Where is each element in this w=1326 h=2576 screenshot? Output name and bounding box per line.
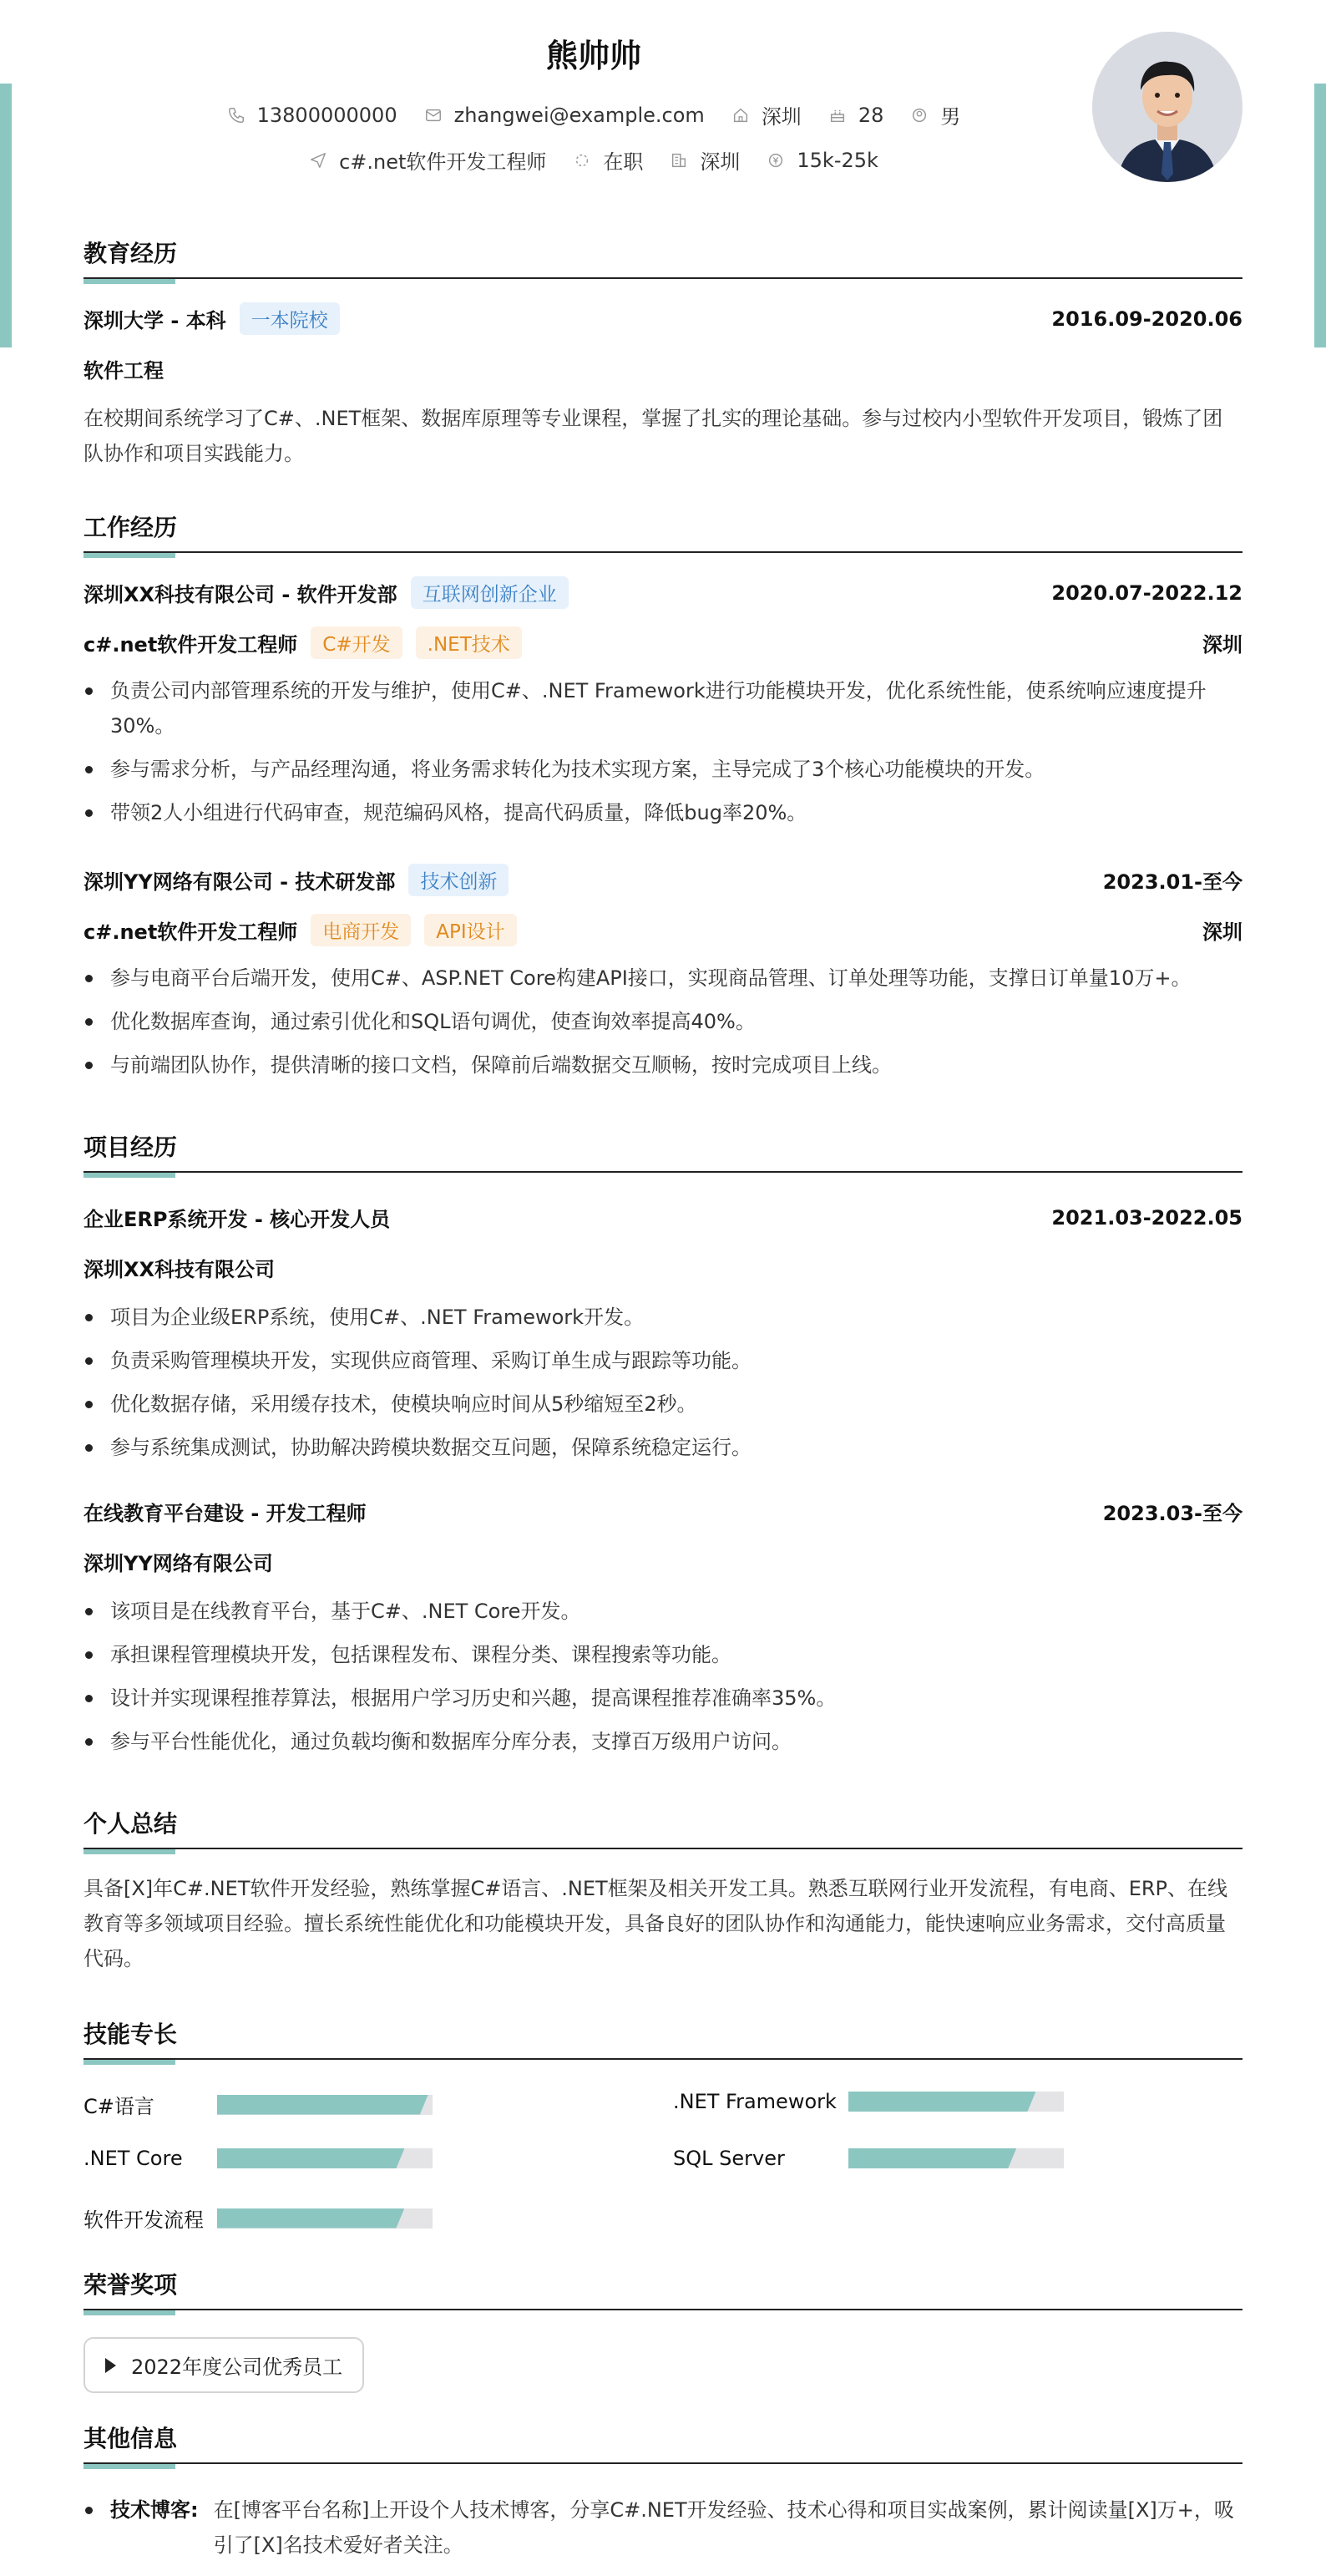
- salary-icon: [767, 151, 785, 170]
- skill-tag: .NET技术: [416, 626, 522, 659]
- award-text: 2022年度公司优秀员工: [131, 2355, 343, 2379]
- project-header-row: [84, 1203, 1242, 1232]
- job-header-row: [84, 576, 1242, 609]
- skill-tag: 电商开发: [311, 914, 411, 946]
- skill-bar-fill: [848, 2092, 1035, 2112]
- phone-icon: [227, 106, 245, 124]
- project-company: 深圳YY网络有限公司: [84, 1552, 273, 1575]
- right-accent-bar: [1314, 84, 1326, 347]
- skills-title: 技能专长: [84, 2016, 1242, 2060]
- awards-title: 荣誉奖项: [84, 2267, 1242, 2310]
- list-item: 承担课程管理模块开发，包括课程发布、课程分类、课程搜索等功能。: [84, 1637, 1242, 1672]
- project-company-row: [84, 1547, 1242, 1576]
- job-role-row: [84, 626, 1242, 659]
- resume-page: [84, 0, 1242, 2557]
- status-info: [573, 145, 643, 175]
- project-bullets: [84, 1300, 1242, 1473]
- education-section: [84, 236, 1242, 279]
- list-item: 参与需求分析，与产品经理沟通，将业务需求转化为技术实现方案，主导完成了3个核心功能模块的开发。: [84, 752, 1242, 787]
- other-item: [84, 2492, 1242, 2563]
- job-company: 深圳XX科技有限公司 - 软件开发部: [84, 583, 397, 606]
- skill-bar: [848, 2148, 1064, 2168]
- phone-text: 13800000000: [256, 103, 397, 127]
- skill-bar: [217, 2095, 433, 2115]
- list-item: 项目为企业级ERP系统，使用C#、.NET Framework开发。: [84, 1300, 1242, 1335]
- school-tag: 一本院校: [240, 302, 340, 335]
- list-item: 优化数据库查询，通过索引优化和SQL语句调优，使查询效率提高40%。: [84, 1004, 1242, 1039]
- summary-section: [84, 1806, 1242, 1849]
- summary-title: 个人总结: [84, 1806, 1242, 1849]
- skill-name: SQL Server: [673, 2147, 785, 2170]
- work-title: 工作经历: [84, 510, 1242, 553]
- project-bullets: [84, 1594, 1242, 1767]
- skill-bar-fill: [217, 2148, 404, 2168]
- left-accent-bar: [0, 84, 12, 347]
- job-intent-row: [84, 145, 1104, 175]
- salary-info: [767, 149, 878, 172]
- contact-row: [84, 100, 1104, 129]
- status-icon: [573, 151, 591, 170]
- resume-header: [84, 0, 1242, 209]
- list-item: 带领2人小组进行代码审查，规范编码风格，提高代码质量，降低bug率20%。: [84, 795, 1242, 830]
- education-title: 教育经历: [84, 236, 1242, 279]
- project-name: 在线教育平台建设 - 开发工程师: [84, 1502, 367, 1525]
- skill-item: [673, 2090, 1064, 2113]
- job-period: 2020.07-2022.12: [1051, 581, 1242, 605]
- job-role: c#.net软件开发工程师: [84, 633, 298, 657]
- job-role-row: [84, 914, 1242, 946]
- summary-text: 具备[X]年C#.NET软件开发经验，熟练掌握C#语言、.NET框架及相关开发工具。熟悉互联网行业开发流程，有电商、ERP、在线教育等多领域项目经验。擅长系统性能优化和功能模块开发，具备良好的团队协作和沟通能力，能快速响应业务需求，交付高质量代码。: [84, 1877, 1228, 1970]
- list-item: 与前端团队协作，提供清晰的接口文档，保障前后端数据交互顺畅，按时完成项目上线。: [84, 1047, 1242, 1083]
- education-header-row: [84, 302, 1242, 335]
- award-item[interactable]: [84, 2337, 364, 2393]
- age-text: 28: [858, 103, 884, 127]
- send-icon: [309, 151, 327, 170]
- project-company-row: [84, 1253, 1242, 1282]
- email-text: zhangwei@example.com: [453, 103, 705, 127]
- phone-info: [227, 104, 397, 127]
- company-tag: 技术创新: [408, 864, 509, 896]
- education-description: 在校期间系统学习了C#、.NET框架、数据库原理等专业课程，掌握了扎实的理论基础。参与过校内小型软件开发项目，锻炼了团队协作和项目实践能力。: [84, 407, 1223, 465]
- skill-item: [673, 2147, 1064, 2170]
- project-company: 深圳XX科技有限公司: [84, 1258, 276, 1281]
- skill-bar: [848, 2092, 1064, 2112]
- skill-bar: [217, 2148, 433, 2168]
- mail-icon: [424, 106, 443, 124]
- skill-item: [84, 2090, 433, 2119]
- list-item: 负责采购管理模块开发，实现供应商管理、采购订单生成与跟踪等功能。: [84, 1343, 1242, 1378]
- location-text: 深圳: [761, 105, 802, 129]
- home-icon: [731, 106, 750, 124]
- job-bullets: [84, 673, 1242, 839]
- skill-bar-fill: [217, 2208, 404, 2229]
- project-section: [84, 1129, 1242, 1173]
- list-item: 负责公司内部管理系统的开发与维护，使用C#、.NET Framework进行功能模块开发，优化系统性能，使系统响应速度提升30%。: [84, 673, 1242, 743]
- list-item: 参与电商平台后端开发，使用C#、ASP.NET Core构建API接口，实现商品管理、订单处理等功能，支撑日订单量10万+。: [84, 961, 1242, 996]
- company-tag: 互联网创新企业: [411, 576, 569, 609]
- list-item: 参与平台性能优化，通过负载均衡和数据库分库分表，支撑百万级用户访问。: [84, 1724, 1242, 1759]
- other-label: 技术博客:: [110, 2498, 199, 2522]
- job-city: 深圳: [1202, 920, 1242, 944]
- skill-name: .NET Core: [84, 2147, 183, 2170]
- major-row: [84, 354, 1242, 383]
- school-name: 深圳大学 - 本科: [84, 309, 226, 332]
- project-period: 2023.03-至今: [1102, 1502, 1242, 1525]
- job-bullets: [84, 961, 1242, 1091]
- skill-item: [84, 2203, 433, 2233]
- skill-tag: API设计: [424, 914, 516, 946]
- skill-bar-fill: [848, 2148, 1016, 2168]
- age-info: [828, 104, 884, 127]
- status-text: 在职: [603, 150, 644, 174]
- gender-info: [910, 100, 960, 129]
- city-text: 深圳: [700, 150, 741, 174]
- skill-bar: [217, 2208, 433, 2229]
- job-company: 深圳YY网络有限公司 - 技术研发部: [84, 870, 396, 894]
- skill-item: [84, 2147, 433, 2170]
- skill-name: C#语言: [84, 2095, 154, 2118]
- other-section: [84, 2421, 1242, 2464]
- major-name: 软件工程: [84, 359, 164, 383]
- skill-name: 软件开发流程: [84, 2208, 204, 2232]
- age-icon: [828, 106, 847, 124]
- position-info: [309, 145, 546, 175]
- building-icon: [670, 151, 688, 170]
- skill-tag: C#开发: [311, 626, 402, 659]
- job-period: 2023.01-至今: [1102, 870, 1242, 894]
- profile-photo: [1092, 32, 1242, 182]
- job-role: c#.net软件开发工程师: [84, 920, 298, 944]
- project-name: 企业ERP系统开发 - 核心开发人员: [84, 1208, 391, 1231]
- play-icon: [105, 2358, 116, 2373]
- skill-name: .NET Framework: [673, 2090, 837, 2113]
- list-item: 优化数据存储，采用缓存技术，使模块响应时间从5秒缩短至2秒。: [84, 1387, 1242, 1422]
- position-text: c#.net软件开发工程师: [339, 150, 547, 174]
- list-item: 设计并实现课程推荐算法，根据用户学习历史和兴趣，提高课程推荐准确率35%。: [84, 1681, 1242, 1716]
- city-info: [670, 145, 740, 175]
- gender-icon: [910, 106, 929, 124]
- email-info: [424, 104, 705, 127]
- candidate-name: 熊帅帅: [545, 38, 641, 74]
- location-info: [731, 100, 802, 129]
- gender-text: 男: [940, 105, 961, 129]
- project-title: 项目经历: [84, 1129, 1242, 1173]
- other-text: 在[博客平台名称]上开设个人技术博客，分享C#.NET开发经验、技术心得和项目实战案例，累计阅读量[X]万+，吸引了[X]名技术爱好者关注。: [213, 2498, 1234, 2557]
- skill-bar-fill: [217, 2095, 428, 2115]
- job-header-row: [84, 864, 1242, 896]
- other-title: 其他信息: [84, 2421, 1242, 2464]
- education-period: 2016.09-2020.06: [1051, 307, 1242, 331]
- salary-text: 15k-25k: [797, 148, 878, 172]
- list-item: 参与系统集成测试，协助解决跨模块数据交互问题，保障系统稳定运行。: [84, 1430, 1242, 1465]
- project-period: 2021.03-2022.05: [1051, 1205, 1242, 1230]
- list-item: 该项目是在线教育平台，基于C#、.NET Core开发。: [84, 1594, 1242, 1629]
- awards-section: [84, 2267, 1242, 2310]
- project-header-row: [84, 1497, 1242, 1526]
- job-city: 深圳: [1202, 633, 1242, 657]
- skills-section: [84, 2016, 1242, 2060]
- work-section: [84, 510, 1242, 553]
